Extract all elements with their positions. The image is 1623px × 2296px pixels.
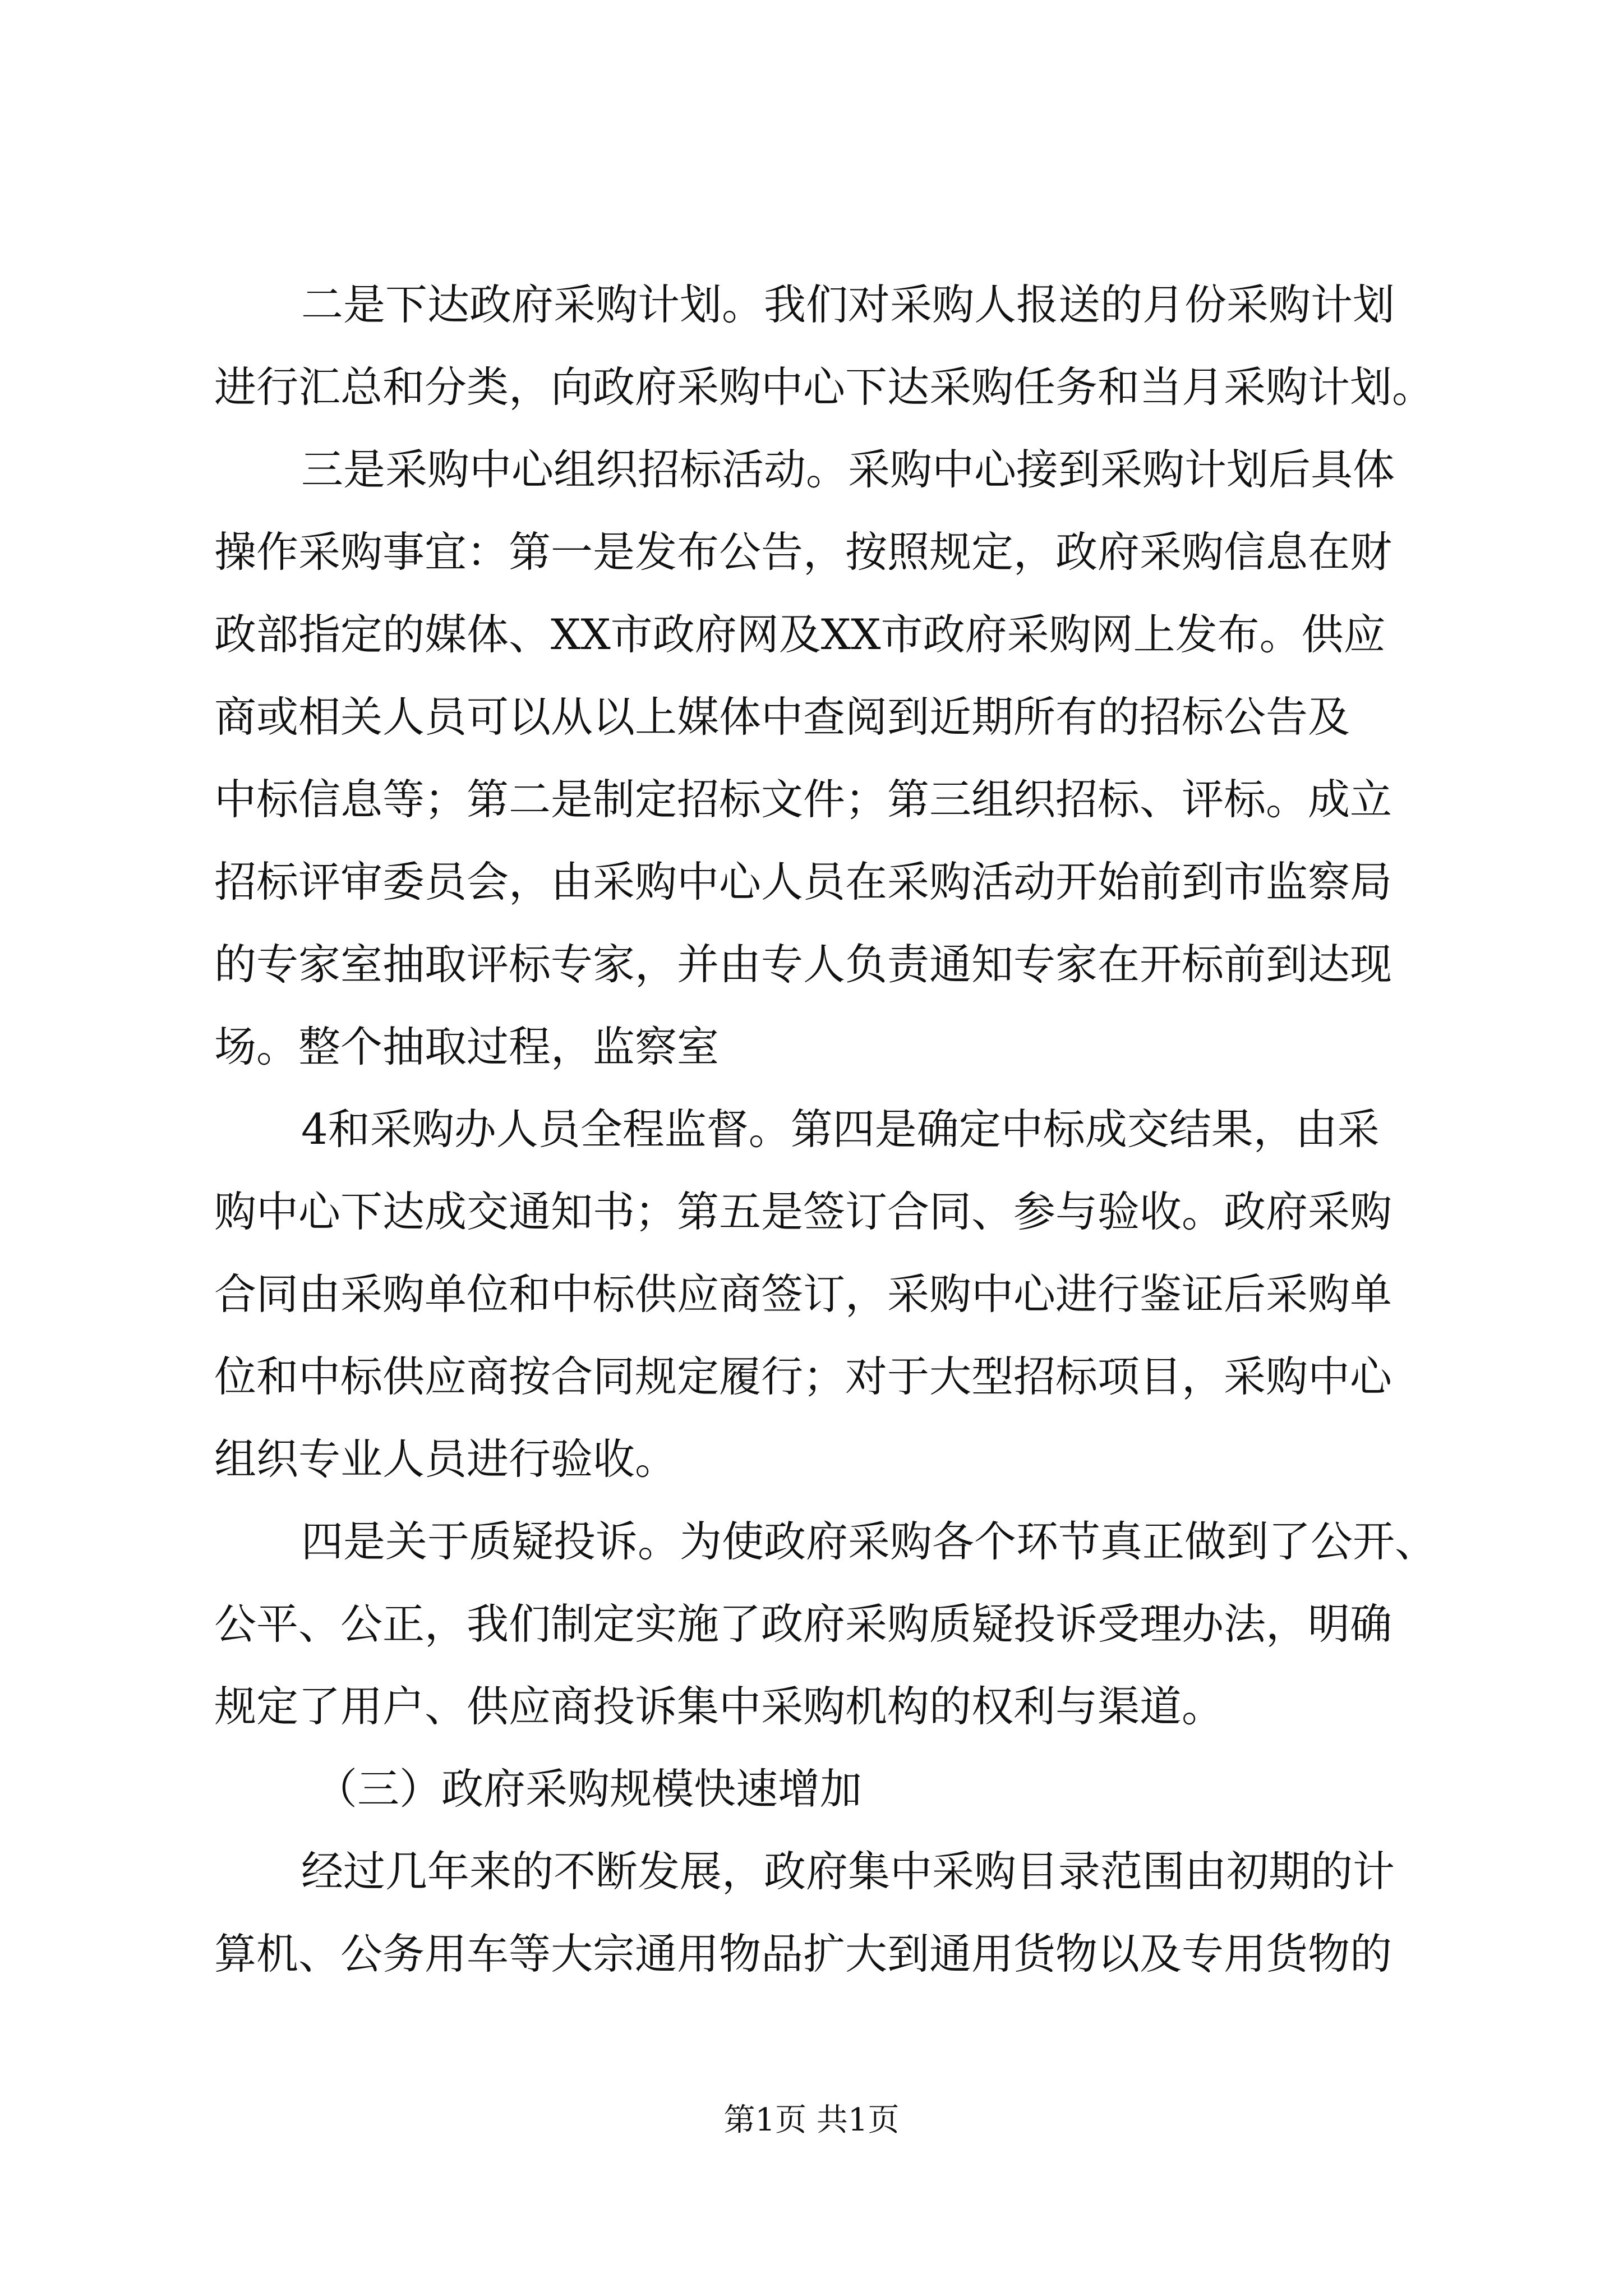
paragraph-line: 经过几年来的不断发展，政府集中采购目录范围由初期的计	[301, 1847, 1395, 1896]
paragraph-line: 4和采购办人员全程监督。第四是确定中标成交结果，由采	[301, 1105, 1380, 1154]
paragraph-line: 位和中标供应商按合同规定履行；对于大型招标项目，采购中心	[214, 1352, 1393, 1401]
paragraph-line: 政部指定的媒体、XX市政府网及XX市政府采购网上发布。供应	[214, 610, 1386, 659]
paragraph-line: 商或相关人员可以从以上媒体中查阅到近期所有的招标公告及	[214, 692, 1350, 742]
paragraph-line: 算机、公务用车等大宗通用物品扩大到通用货物以及专用货物的	[214, 1929, 1393, 1978]
paragraph-line: 四是关于质疑投诉。为使政府采购各个环节真正做到了公开、	[301, 1517, 1437, 1566]
paragraph-line: 中标信息等；第二是制定招标文件；第三组织招标、评标。成立	[214, 775, 1393, 824]
paragraph-line: 组织专业人员进行验收。	[214, 1434, 677, 1484]
paragraph-line: 公平、公正，我们制定实施了政府采购质疑投诉受理办法，明确	[214, 1599, 1393, 1649]
paragraph-line: 购中心下达成交通知书；第五是签订合同、参与验收。政府采购	[214, 1187, 1393, 1236]
paragraph-line: 进行汇总和分类，向政府采购中心下达采购任务和当月采购计划。	[214, 362, 1435, 412]
paragraph-line: 规定了用户、供应商投诉集中采购机构的权利与渠道。	[214, 1682, 1224, 1731]
page-footer: 第1页 共1页	[723, 2102, 900, 2138]
paragraph-line: 操作采购事宜：第一是发布公告，按照规定，政府采购信息在财	[214, 527, 1393, 577]
paragraph-line: 二是下达政府采购计划。我们对采购人报送的月份采购计划	[301, 280, 1395, 329]
document-body	[214, 264, 1437, 1995]
paragraph-line: 合同由采购单位和中标供应商签订，采购中心进行鉴证后采购单	[214, 1269, 1393, 1319]
paragraph-line: 三是采购中心组织招标活动。采购中心接到采购计划后具体	[301, 445, 1395, 494]
paragraph-line: 的专家室抽取评标专家，并由专人负责通知专家在开标前到达现	[214, 940, 1393, 989]
section-heading: （三）政府采购规模快速增加	[315, 1764, 863, 1814]
paragraph-line: 场。整个抽取过程，监察室	[214, 1022, 720, 1071]
paragraph-line: 招标评审委员会，由采购中心人员在采购活动开始前到市监察局	[214, 857, 1393, 907]
